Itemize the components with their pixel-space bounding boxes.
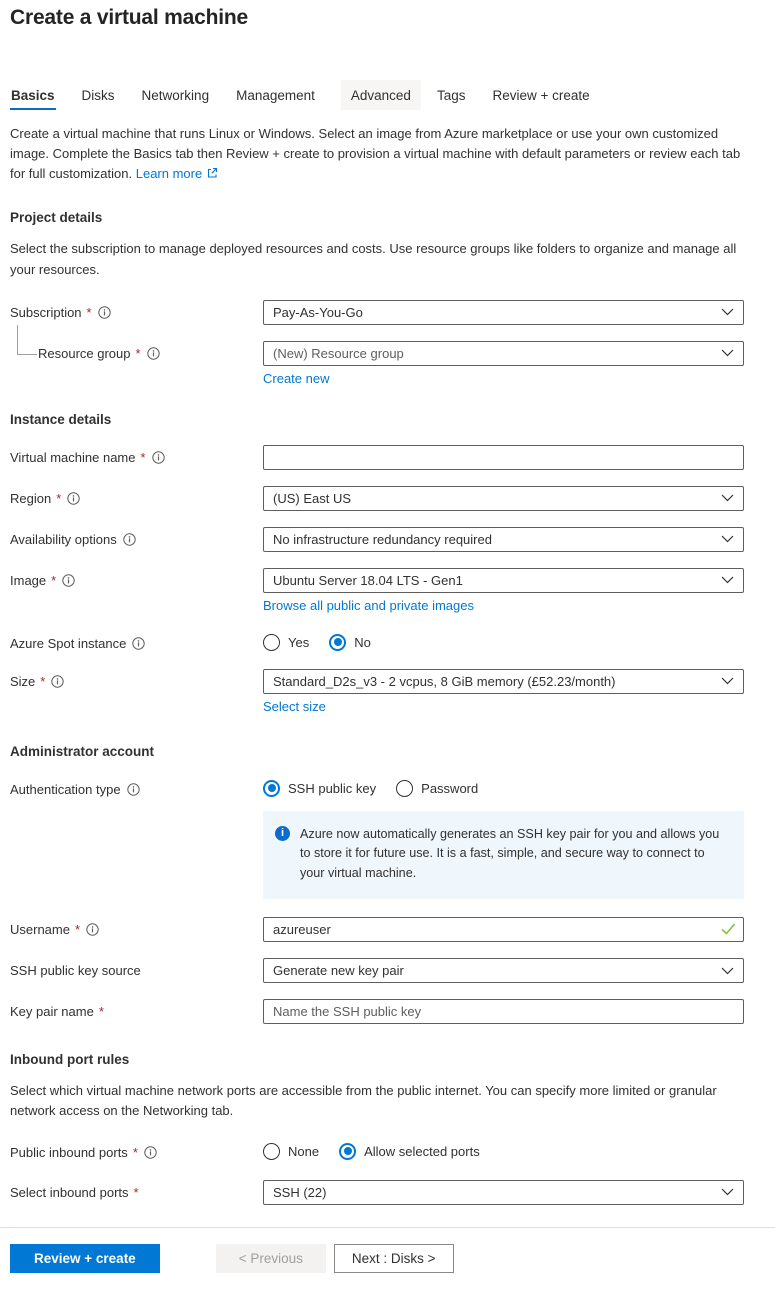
- select-inbound-ports-value: SSH (22): [273, 1184, 327, 1200]
- subscription-row: [10, 300, 765, 325]
- chevron-down-icon: [721, 576, 734, 584]
- public-inbound-ports-radio-group: [263, 1140, 744, 1160]
- none-radio[interactable]: None: [263, 1143, 319, 1160]
- radio-icon: [263, 1143, 280, 1160]
- allow-selected-ports-radio[interactable]: Allow selected ports: [339, 1143, 480, 1160]
- tab-advanced[interactable]: Advanced: [341, 80, 421, 110]
- authentication-type-label: Authentication type: [10, 777, 263, 797]
- learn-more-link[interactable]: Learn more: [136, 166, 218, 181]
- availability-options-row: [10, 527, 765, 552]
- username-input[interactable]: [263, 917, 744, 942]
- resource-group-row: [10, 341, 765, 388]
- resource-group-dropdown[interactable]: [263, 341, 744, 366]
- image-label: Image *: [10, 568, 263, 588]
- vm-name-row: [10, 445, 765, 470]
- chevron-down-icon: [721, 1188, 734, 1196]
- project-details-desc: Select the subscription to manage deployed resources and costs. Use resource groups like folders to organize and manage all your resources.: [10, 241, 737, 277]
- azure-spot-yes-radio[interactable]: Yes: [263, 634, 309, 651]
- administrator-account-heading: Administrator account: [10, 743, 155, 759]
- select-size-link[interactable]: Select size: [263, 698, 326, 714]
- chevron-down-icon: [721, 349, 734, 357]
- chevron-down-icon: [721, 308, 734, 316]
- required-marker: *: [132, 1144, 138, 1160]
- availability-options-label: Availability options: [10, 527, 263, 547]
- required-marker: *: [133, 1184, 139, 1200]
- tab-tags[interactable]: Tags: [436, 88, 466, 103]
- info-icon[interactable]: [51, 675, 64, 688]
- intro-body: Create a virtual machine that runs Linux or Windows. Select an image from Azure marketplace or use your own customized image. Complete the Basics tab then Review + create to provision a virtual machine with default parameters or review each tab for full customization.: [10, 126, 741, 182]
- tab-disks[interactable]: Disks: [81, 88, 115, 103]
- region-dropdown[interactable]: [263, 486, 744, 511]
- region-value: (US) East US: [273, 490, 352, 506]
- radio-icon: [329, 634, 346, 651]
- key-pair-name-label: Key pair name *: [10, 1004, 104, 1020]
- authentication-type-row: [10, 777, 765, 900]
- ssh-key-source-row: [10, 958, 765, 983]
- username-row: [10, 917, 765, 942]
- info-icon[interactable]: [152, 451, 165, 464]
- browse-images-link[interactable]: Browse all public and private images: [263, 597, 474, 613]
- ssh-info-text: Azure now automatically generates an SSH key pair for you and allows you to store it for future use. It is a fast, simple, and secure way to connect to your virtual machine.: [300, 826, 720, 880]
- info-icon[interactable]: [62, 574, 75, 587]
- public-inbound-ports-label: Public inbound ports *: [10, 1140, 263, 1160]
- ssh-public-key-radio[interactable]: SSH public key: [263, 780, 376, 797]
- required-marker: *: [98, 1004, 104, 1020]
- tab-basics[interactable]: Basics: [10, 80, 56, 110]
- key-pair-name-input[interactable]: [263, 999, 744, 1024]
- select-inbound-ports-dropdown[interactable]: [263, 1180, 744, 1205]
- availability-options-value: No infrastructure redundancy required: [273, 531, 492, 547]
- previous-button[interactable]: < Previous: [216, 1244, 326, 1273]
- tab-review-create[interactable]: Review + create: [492, 88, 590, 103]
- chevron-down-icon: [721, 494, 734, 502]
- info-icon[interactable]: [147, 347, 160, 360]
- info-icon[interactable]: [123, 533, 136, 546]
- chevron-down-icon: [721, 967, 734, 975]
- info-icon[interactable]: [98, 306, 111, 319]
- valid-check-icon: [721, 923, 736, 935]
- azure-spot-no-radio[interactable]: No: [329, 634, 371, 651]
- public-inbound-ports-row: [10, 1140, 765, 1160]
- review-create-button[interactable]: Review + create: [10, 1244, 160, 1273]
- tab-bar: [10, 80, 765, 110]
- resource-group-label: Resource group *: [10, 341, 263, 361]
- next-disks-button[interactable]: Next : Disks >: [334, 1244, 454, 1273]
- tab-networking[interactable]: Networking: [141, 88, 210, 103]
- required-marker: *: [74, 922, 81, 938]
- info-icon[interactable]: [86, 923, 99, 936]
- create-new-link[interactable]: Create new: [263, 370, 330, 386]
- required-marker: *: [140, 449, 146, 465]
- chevron-down-icon: [721, 677, 734, 685]
- external-link-icon: [206, 167, 218, 179]
- info-filled-icon: i: [275, 826, 290, 841]
- radio-icon: [339, 1143, 356, 1160]
- info-icon[interactable]: [144, 1146, 157, 1159]
- username-label: Username *: [10, 917, 263, 937]
- vm-name-input[interactable]: [263, 445, 744, 470]
- image-value: Ubuntu Server 18.04 LTS - Gen1: [273, 572, 463, 588]
- instance-details-heading: Instance details: [10, 411, 112, 427]
- size-dropdown[interactable]: [263, 669, 744, 694]
- subscription-dropdown[interactable]: [263, 300, 744, 325]
- select-inbound-ports-label: Select inbound ports *: [10, 1184, 139, 1200]
- required-marker: *: [56, 490, 62, 506]
- region-row: [10, 486, 765, 511]
- azure-spot-label: Azure Spot instance: [10, 631, 263, 651]
- required-marker: *: [86, 304, 92, 320]
- required-marker: *: [40, 673, 46, 689]
- tab-management[interactable]: Management: [236, 88, 315, 103]
- radio-icon: [396, 780, 413, 797]
- radio-icon: [263, 780, 280, 797]
- region-label: Region *: [10, 486, 263, 506]
- page-title: Create a virtual machine: [10, 6, 248, 29]
- image-dropdown[interactable]: [263, 568, 744, 593]
- info-icon[interactable]: [127, 783, 140, 796]
- required-marker: *: [51, 572, 57, 588]
- ssh-key-source-label: SSH public key source: [10, 963, 141, 979]
- size-label: Size *: [10, 669, 263, 689]
- size-value: Standard_D2s_v3 - 2 vcpus, 8 GiB memory (£52.23/month): [273, 673, 616, 689]
- inbound-port-rules-heading: Inbound port rules: [10, 1052, 130, 1068]
- radio-icon: [263, 634, 280, 651]
- chevron-down-icon: [721, 535, 734, 543]
- info-icon[interactable]: [132, 637, 145, 650]
- subscription-label: Subscription *: [10, 300, 263, 320]
- azure-spot-row: [10, 631, 765, 651]
- authentication-type-radio-group: [263, 777, 744, 797]
- info-icon[interactable]: [67, 492, 80, 505]
- size-row: [10, 669, 765, 716]
- ssh-key-source-dropdown[interactable]: [263, 958, 744, 983]
- select-inbound-ports-row: [10, 1180, 765, 1205]
- availability-options-dropdown[interactable]: [263, 527, 744, 552]
- key-pair-name-row: [10, 999, 765, 1024]
- project-details-heading: Project details: [10, 210, 103, 226]
- hierarchy-connector: [17, 325, 37, 355]
- inbound-port-rules-desc: Select which virtual machine network ports are accessible from the public internet. You can specify more limited or granular network access on the Networking tab.: [10, 1083, 717, 1119]
- password-radio[interactable]: Password: [396, 780, 478, 797]
- ssh-info-box: [263, 811, 744, 900]
- intro-text: [10, 124, 758, 184]
- resource-group-placeholder: (New) Resource group: [273, 345, 404, 361]
- subscription-value: Pay-As-You-Go: [273, 304, 363, 320]
- ssh-key-source-value: Generate new key pair: [273, 963, 404, 979]
- image-row: [10, 568, 765, 615]
- azure-spot-radio-group: [263, 631, 744, 651]
- footer-bar: [10, 1228, 765, 1273]
- vm-name-label: Virtual machine name *: [10, 445, 263, 465]
- required-marker: *: [135, 345, 141, 361]
